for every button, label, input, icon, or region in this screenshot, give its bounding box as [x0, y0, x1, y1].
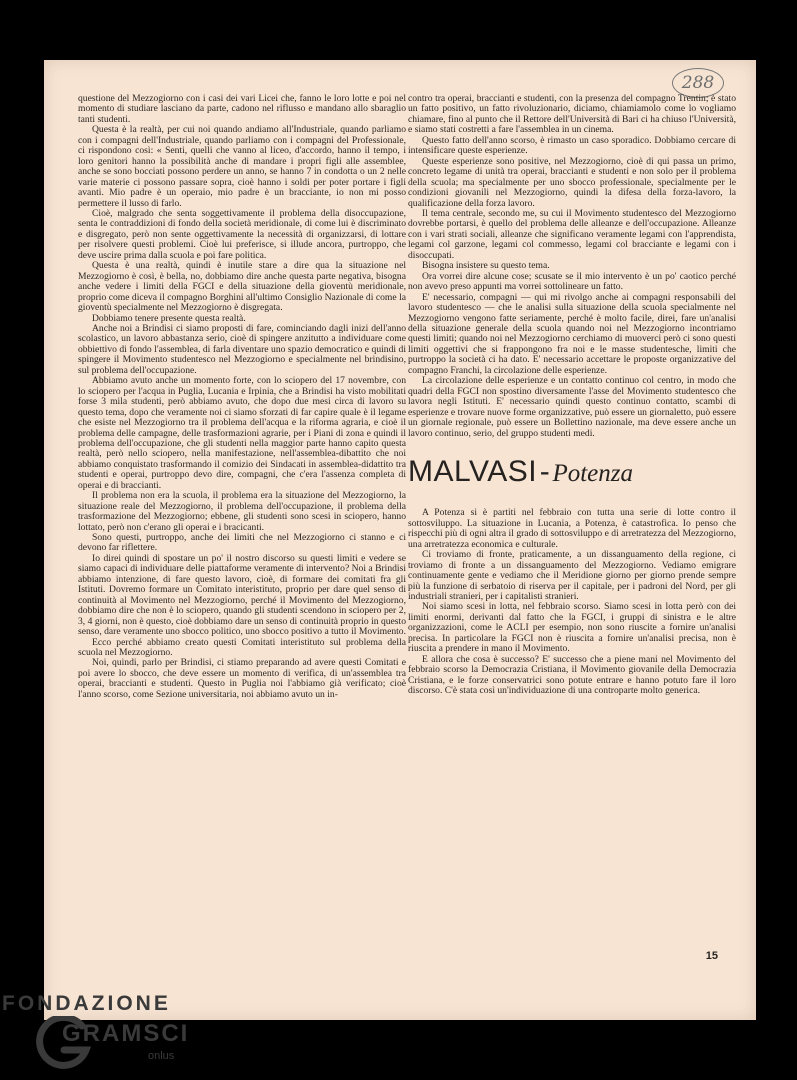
section-heading: [408, 454, 736, 488]
paragraph: E allora che cosa è successo? E' successo che a piene mani nel Movimento del febbraio scorso la Democrazia Cristiana, il Movimento giovanile della Democrazia Cristiana, e le forze conservatrici sono potute entrare e hanno potuto fare il loro discorso. C'è stata così un'individuazione di una controparte molto generica.: [408, 653, 736, 697]
paragraph: Questa è la realtà, per cui noi quando andiamo all'Industriale, quando parliamo con i compagni dell'Industriale, quando parliamo con i compagni del Professionale, ci rispondono così: « Senti, quelli che vanno al liceo, d'accordo, hanno il tempo, i loro genitori hanno la possibilità anche di mandare i propri figli alle assemblee, anche se sono bocciati possono perdere un anno, se hanno 7 in condotta o un 2 nelle varie materie ci possono passare sopra, cioè hanno i soldi per poter portare i figli avanti. Mio padre è un operaio, mio padre è un bracciante, io non mi posso permettere il lusso di farlo.: [78, 124, 406, 209]
watermark-line-1: FONDAZIONE: [2, 992, 171, 1015]
paragraph: questione del Mezzogiorno con i casi dei vari Licei che, fanno le loro lotte e poi nel momento di studiare lasciano da parte, cadono nel riflusso e mandano allo sbaraglio tanti studenti.: [78, 93, 406, 125]
paragraph: Abbiamo avuto anche un momento forte, con lo sciopero del 17 novembre, con lo sciopero per l'acqua in Puglia, Lucania e Irpinia, che a Brindisi ha visto mobilitati forse 3 mila studenti, però abbiamo avuto, che dopo due mesi circa di lavoro su questo tema, dopo che veramente noi ci siamo sforzati di far capire quale è il legame che esiste nel Mezzogiorno tra il problema dell'acqua e la riforma agraria, e cioè il problema delle campagne, delle trasformazioni agrarie, per i Piani di zona e quindi il problema dell'occupazione, che gli studenti nella maggior parte hanno capito questa realtà, però nello sciopero, nella manifestazione, nell'assemblea-dibattito che noi abbiamo conquistato trasformando il comizio dei Sindacati in assemblea-didattito tra studenti e operai, purtroppo devo dire, compagni, che c'era l'assenza completa di operai e di braccianti.: [78, 375, 406, 491]
paragraph: La circolazione delle esperienze e un contatto continuo col centro, in modo che quadri della FGCI non spostino diversamente l'asse del Movimento studentesco che lavora negli Istituti. E' necessario quindi questo continuo contatto, scambi di esperienze e trovare nuove forme organizzative, può essere un giornaletto, può essere un giornale regionale, può essere un Bollettino nazionale, ma deve essere anche un lavoro continuo, serio, del gruppo studenti medi.: [408, 375, 736, 439]
paragraph: Ecco perché abbiamo creato questi Comitati interistituto sul problema della scuola nel Mezzogiorno.: [78, 636, 406, 659]
paragraph: Noi, quindi, parlo per Brindisi, ci stiamo preparando ad avere questi Comitati e poi avere lo sbocco, che deve essere un momento di verifica, di un'assemblea tra operai, braccianti e studenti. Questo in Puglia noi l'abbiamo già verificato; cioè l'anno scorso, come Sezione universitaria, noi abbiamo avuto un in-: [78, 657, 406, 700]
paragraph: Il tema centrale, secondo me, su cui il Movimento studentesco del Mezzogiorno dovrebbe portarsi, è quello del problema delle alleanze e dell'occupazione. Alleanze con i vari strati sociali, alleanze che significano veramente legami con l'apprendista, legami col garzone, legami col commesso, legami col bracciante e legami con i disoccupati.: [408, 207, 736, 261]
paragraph: Ora vorrei dire alcune cose; scusate se il mio intervento è un po' caotico perché non avevo preso appunti ma vorrei sottolineare un fatto.: [408, 270, 736, 293]
paragraph: Ci troviamo di fronte, praticamente, a un dissanguamento della regione, ci troviamo di fronte a un dissanguamento del Mezzogiorno. Vediamo emigrare continuamente gente e vediamo che il Meridione giorno per giorno prende sempre più la funzione di serbatoio di riserva per il capitale, per i padroni del Nord, per gli industriali stranieri, per i capitalisti stranieri.: [408, 549, 736, 603]
document-page: [44, 60, 756, 1020]
paragraph: E' necessario, compagni — qui mi rivolgo anche ai compagni responsabili del lavoro studentesco — che le analisi sulla situazione della scuola specialmente nel Mezzogiorno vengono fatte seriamente, perché è molto facile, direi, fare un'analisi della situazione generale della scuola quando noi nel Mezzogiorno incontriamo questi limiti; quando noi nel Mezzogiorno cerchiamo di muoverci però ci sono questi limiti oggettivi che si frappongono fra noi e le masse studentesche, limiti che purtroppo la società ci ha dato. E' necessario accettare le proposte organizzative del compagno Franchi, la circolazione delle esperienze.: [408, 291, 736, 376]
paragraph: Dobbiamo tenere presente questa realtà.: [92, 312, 246, 324]
paragraph: Il problema non era la scuola, il problema era la situazione del Mezzogiorno, la situazione reale del Mezzogiorno, il problema dell'occupazione, il problema della trasformazione del Mezzogiorno; ebbene, gli studenti sono scesi in sciopero, hanno lottato, però non c'erano gli operai e i bracicanti.: [78, 490, 406, 533]
heading-separator: -: [539, 454, 550, 488]
paragraph: Io direi quindi di spostare un po' il nostro discorso su questi limiti e vedere se siamo capaci di individuare delle piattaforme veramente di intervento? Noi a Brindisi abbiamo intenzione, di fare questo lavoro, cioè, di formare dei comitati fra gli Istituti. Dovremo formare un Comitato interistituto, proprio per dare quel senso di continuità al Movimento nel Mezzogiorno, perché il Movimento del Mezzogiorno, dobbiamo dire che non è lo sciopero, quando gli studenti scendono in sciopero per 2, 3, 4 giorni, non è questo, cioè dobbiamo dare un senso di continuità proprio in questo senso, dare veramente uno sbocco politico, uno sbocco positivo a tutto il Movimento.: [78, 552, 406, 638]
paragraph: Questo fatto dell'anno scorso, è rimasto un caso sporadico. Dobbiamo cercare di intensificare queste esperienze.: [408, 134, 736, 157]
left-column: [78, 94, 406, 700]
paragraph: Questa è una realtà, quindi è inutile stare a dire qua la situazione nel Mezzogiorno è così, è bella, no, dobbiamo dire anche questa parte negativa, bisogna anche vedere i limiti della FGCI e della situazione della gioventù meridionale, proprio come diceva il compagno Borghini all'ultimo Consiglio Nazionale di come la gioventù specialmente nel Mezzogiorno è disgregata.: [78, 260, 406, 314]
paragraph: A Potenza si è partiti nel febbraio con tutta una serie di lotte contro il sottosviluppo. La situazione in Lucania, a Potenza, è catastrofica. Io penso che rispecchi più di ogni altra il grado di sottosviluppo e di arretratezza del Mezzogiorno, una arretratezza economica e culturale.: [408, 507, 736, 550]
paragraph: Bisogna insistere su questo tema.: [422, 260, 550, 272]
watermark-line-2: GRAMSCI: [62, 1020, 190, 1047]
watermark-line-3: onlus: [148, 1050, 175, 1062]
archive-page-mark: 288: [672, 68, 724, 98]
page-number: 15: [705, 950, 718, 962]
archive-watermark: [2, 992, 202, 1072]
speaker-name: MALVASI: [408, 454, 538, 488]
paragraph: Noi siamo scesi in lotta, nel febbraio scorso. Siamo scesi in lotta però con dei limiti enormi, derivanti dal fatto che la FGCI, i gruppi di sinistra e le altre organizzazioni, come le ACLI per esempio, non sono riuscite a fornire un'analisi precisa. In particolare la FGCI non è riuscita a fornire un'analisi precisa, non è riuscita a prendere in mano il Movimento.: [408, 601, 736, 655]
paragraph: Anche noi a Brindisi ci siamo proposti di fare, cominciando dagli inizi dell'anno scolastico, un lavoro abbastanza serio, cioè di spingere anzitutto a individuare come obbiettivo di fondo l'assemblea, di farla diventare uno spazio democratico e quindi di spingere il Movimento studentesco nel Mezzogiorno e specialmente nel brindisino, sul problema dell'occupazione.: [78, 322, 406, 376]
right-column: [408, 94, 736, 697]
paragraph: contro tra operai, braccianti e studenti, con la presenza del compagno Trentin; è stato un fatto positivo, un fatto rivoluzionario, diciamo, chiamiamolo come lo vogliamo chiamare, fino al punto che il Rettore dell'Università di Bari ci ha chiuso l'Università, e siamo stati costretti a fare l'assemblea in un cinema.: [408, 93, 736, 136]
paragraph: Cioè, malgrado che senta soggettivamente il problema della disoccupazione, senta le contraddizioni di fondo della società meridionale, di come lui è discriminato e disgregato, però non sente oggettivamente la necessità di organizzarsi, di lottare per risolvere questi problemi. Cioè lui preferisce, si illude ancora, purtroppo, che deve uscire prima dalla scuola e poi fare politica.: [78, 207, 406, 261]
paragraph: Sono questi, purtroppo, anche dei limiti che nel Mezzogiorno ci stanno e ci devono far riflettere.: [78, 532, 406, 554]
speaker-city: Potenza: [552, 459, 633, 487]
paragraph: Queste esperienze sono positive, nel Mezzogiorno, cioè di qui passa un primo, concreto legame di unità tra operai, braccianti e studenti e non solo per il problema della scuola; ma specialmente per uno sbocco professionale, specialmente per le condizioni giovanili nel Mezzogiorno, quindi la difesa della forza-lavoro, la qualificazione della forza lavoro.: [408, 155, 736, 209]
